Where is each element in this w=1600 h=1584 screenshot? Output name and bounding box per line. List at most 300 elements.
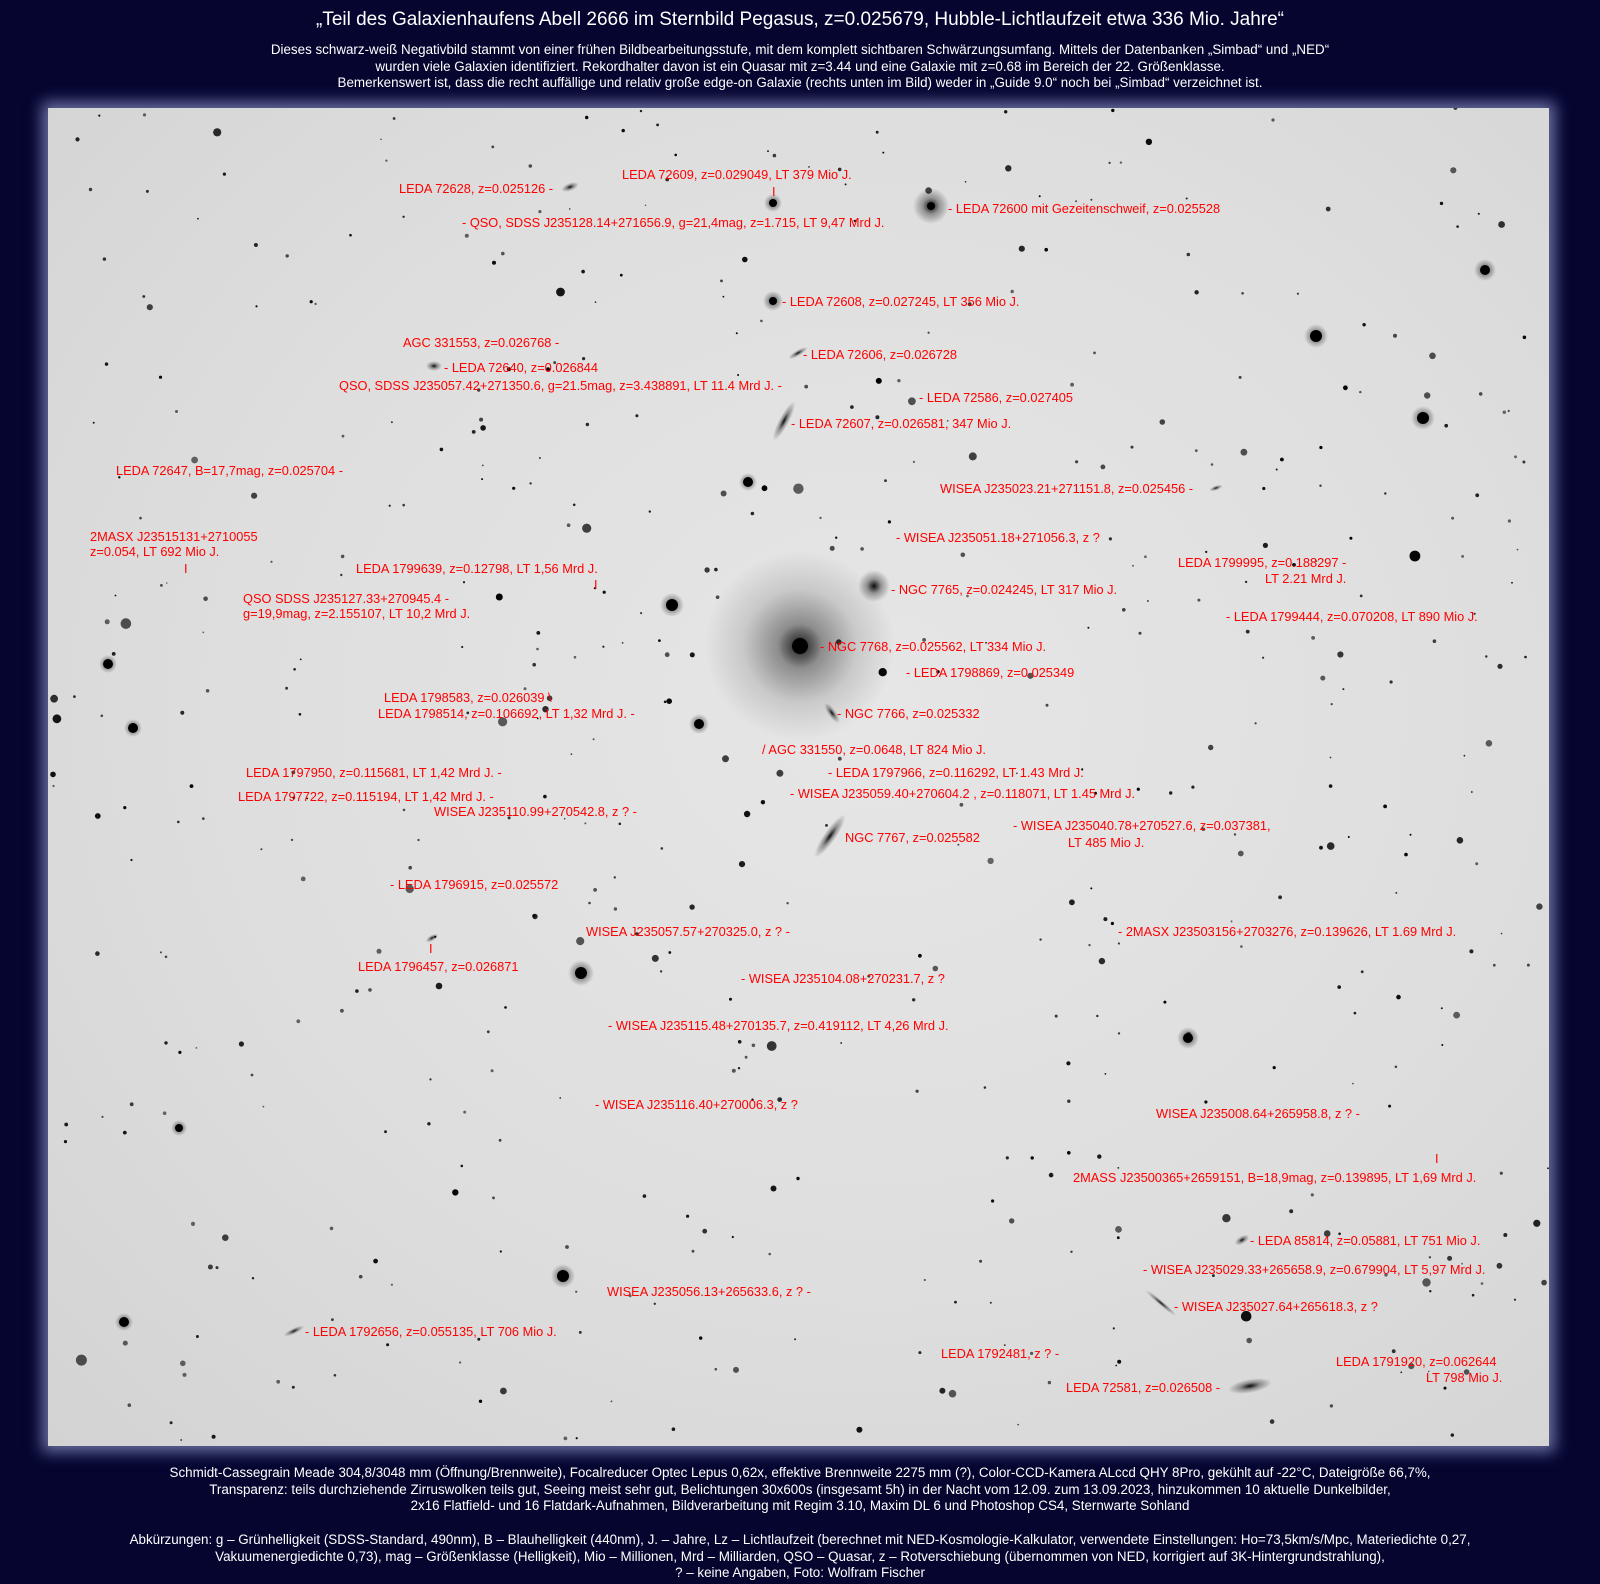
star <box>1359 391 1361 393</box>
star <box>1475 493 1479 497</box>
star <box>373 1259 378 1264</box>
star <box>180 711 184 715</box>
label-2masx-j2351-2: z=0.054, LT 692 Mio J. <box>90 544 220 559</box>
star <box>1410 551 1421 562</box>
star <box>368 988 372 992</box>
label-leda-72609: LEDA 72609, z=0.029049, LT 379 Mio J. <box>622 167 852 182</box>
star <box>310 300 313 303</box>
star <box>1342 688 1344 690</box>
star <box>704 567 709 572</box>
star <box>1469 949 1473 953</box>
star <box>1464 755 1466 757</box>
star <box>1046 704 1049 707</box>
star <box>1211 463 1214 466</box>
star <box>252 1277 254 1279</box>
star <box>819 517 821 519</box>
star <box>1276 469 1278 471</box>
star <box>1144 555 1147 558</box>
star <box>73 695 76 698</box>
star <box>180 1439 182 1441</box>
star <box>285 687 288 690</box>
star <box>391 1284 393 1286</box>
star <box>292 1386 295 1389</box>
label-wisea-j235115: - WISEA J235115.48+270135.7, z=0.419112, LT 4,26 Mrd J. <box>608 1018 949 1033</box>
star <box>463 581 465 583</box>
star <box>105 362 108 365</box>
star <box>1278 895 1282 899</box>
star <box>254 243 258 247</box>
star <box>501 252 505 256</box>
star <box>251 493 257 499</box>
star <box>1048 1381 1051 1384</box>
star <box>203 596 208 601</box>
star <box>1451 1433 1454 1436</box>
star <box>918 954 922 958</box>
star <box>196 1335 199 1338</box>
star <box>1422 1278 1430 1286</box>
star <box>794 1338 796 1340</box>
star <box>359 1275 363 1279</box>
star <box>459 1361 461 1363</box>
marker-leda-72609: I <box>772 184 776 199</box>
star <box>762 485 768 491</box>
star <box>692 1250 695 1253</box>
star <box>1508 519 1511 522</box>
star <box>1533 1220 1540 1227</box>
label-wisea-j235040-2: LT 485 Mio J. <box>1068 835 1145 850</box>
star <box>500 1388 507 1395</box>
star <box>751 512 755 516</box>
star <box>1044 248 1048 252</box>
star <box>1319 485 1321 487</box>
star <box>1117 1167 1119 1169</box>
star <box>164 1041 167 1044</box>
star <box>276 1380 280 1384</box>
star <box>939 1388 945 1394</box>
star <box>1500 1172 1503 1175</box>
star <box>384 1130 387 1133</box>
star <box>656 124 659 127</box>
star <box>487 1030 490 1033</box>
star <box>752 1044 756 1048</box>
star <box>472 430 476 434</box>
star <box>191 1222 195 1226</box>
star <box>776 770 783 777</box>
star <box>255 305 257 307</box>
star <box>1390 680 1393 683</box>
star <box>128 1403 132 1407</box>
star <box>1523 336 1527 340</box>
label-qso-j235128: - QSO, SDSS J235128.14+271656.9, g=21,4mag, z=1.715, LT 9,47 Mrd J. <box>462 215 885 230</box>
star <box>1349 537 1352 540</box>
star <box>1271 118 1274 121</box>
star <box>793 484 803 494</box>
star <box>1457 837 1464 844</box>
star <box>702 1229 707 1234</box>
star <box>340 1009 344 1013</box>
star <box>1169 791 1172 794</box>
star <box>101 1116 103 1118</box>
star <box>1444 424 1448 428</box>
star <box>461 1165 464 1168</box>
label-wisea-j235023: WISEA J235023.21+271151.8, z=0.025456 - <box>940 481 1194 496</box>
star <box>689 904 694 909</box>
label-leda-1791920-2: LT 798 Mio J. <box>1426 1370 1503 1385</box>
star <box>112 652 116 656</box>
label-leda-85814: - LEDA 85814, z=0.05881, LT 751 Mio J. <box>1250 1233 1481 1248</box>
star <box>1441 1007 1443 1009</box>
star <box>499 1139 502 1142</box>
star <box>1440 202 1443 205</box>
label-leda-1798869: - LEDA 1798869, z=0.025349 <box>906 665 1075 680</box>
star <box>721 491 727 497</box>
star <box>299 713 302 716</box>
star <box>860 547 864 551</box>
star <box>159 376 162 379</box>
star <box>1383 805 1387 809</box>
star <box>380 139 382 141</box>
star <box>95 813 101 819</box>
star <box>1497 664 1502 669</box>
star <box>1120 161 1122 163</box>
star <box>1101 465 1106 470</box>
star <box>1039 938 1041 940</box>
label-2mass-j23500365: 2MASS J23500365+2659151, B=18,9mag, z=0.139895, LT 1,69 Mrd J. <box>1073 1170 1477 1185</box>
star <box>76 1355 87 1366</box>
star <box>123 806 126 809</box>
star <box>180 1361 186 1367</box>
label-wisea-j235029: - WISEA J235029.33+265658.9, z=0.679904, LT 5,97 Mrd J. <box>1143 1262 1486 1277</box>
star <box>559 1097 561 1099</box>
star <box>888 520 891 523</box>
star <box>1004 110 1007 113</box>
star <box>202 632 204 634</box>
star <box>98 115 100 117</box>
star <box>1205 551 1207 553</box>
star <box>1536 903 1542 909</box>
star <box>1320 676 1325 681</box>
star <box>961 553 966 558</box>
star <box>571 753 573 755</box>
star <box>1246 630 1250 634</box>
star <box>89 188 92 191</box>
star <box>916 1090 919 1093</box>
page-title: „Teil des Galaxienhaufens Abell 2666 im Sternbild Pegasus, z=0.025679, Hubble-Lichtlaufzeit etwa 336 Mio. Jahre“ <box>316 9 1284 30</box>
star <box>565 1245 569 1249</box>
star <box>165 956 168 959</box>
star <box>461 646 463 648</box>
star <box>1118 1032 1120 1034</box>
star <box>1503 1233 1507 1237</box>
star <box>1297 293 1299 295</box>
label-qso-j235057: QSO, SDSS J235057.42+271350.6, g=21.5mag, z=3.438891, LT 11.4 Mrd J. - <box>339 378 782 393</box>
star <box>1393 334 1397 338</box>
star <box>1070 1251 1072 1253</box>
star <box>1031 1156 1034 1159</box>
star <box>408 866 412 870</box>
star <box>1337 985 1341 989</box>
star <box>674 154 677 157</box>
star <box>1069 899 1075 905</box>
star <box>666 698 672 704</box>
star <box>1097 1154 1101 1158</box>
star <box>177 821 180 824</box>
star <box>722 755 729 762</box>
star <box>581 270 585 274</box>
star <box>1503 411 1506 414</box>
star <box>690 652 695 657</box>
star <box>645 205 647 207</box>
star <box>1139 632 1142 635</box>
star <box>1447 1256 1452 1261</box>
label-leda-1792481: LEDA 1792481, z ? - <box>941 1346 1060 1361</box>
star <box>130 1102 134 1106</box>
star <box>52 785 54 787</box>
intro-text <box>0 42 1600 92</box>
star <box>1547 1167 1549 1169</box>
star <box>270 561 272 563</box>
marker-leda-1799639: I <box>594 577 598 592</box>
label-leda-72607: - LEDA 72607, z=0.026581, 347 Mio J. <box>791 416 1012 431</box>
star <box>377 949 382 954</box>
star <box>661 847 664 850</box>
star <box>611 1401 613 1403</box>
star <box>732 1069 736 1073</box>
star <box>897 379 900 382</box>
star <box>1246 1338 1252 1344</box>
star <box>1122 608 1126 612</box>
leda72581-galaxy <box>1227 1375 1273 1396</box>
label-wisea-j235057: WISEA J235057.57+270325.0, z ? - <box>586 924 790 939</box>
star <box>738 1067 740 1069</box>
star <box>1311 1193 1314 1196</box>
star <box>1132 565 1134 567</box>
star <box>1011 290 1014 293</box>
star <box>1514 1299 1516 1301</box>
star <box>1410 834 1412 836</box>
star <box>1191 786 1194 789</box>
label-wisea-j235051: - WISEA J235051.18+271056.3, z ? <box>896 530 1100 545</box>
star <box>771 1186 777 1192</box>
star <box>1118 942 1120 944</box>
label-wisea-j235104: - WISEA J235104.08+270231.7, z ? <box>741 971 945 986</box>
star <box>1234 833 1236 835</box>
label-leda-1796457: LEDA 1796457, z=0.026871 <box>358 959 519 974</box>
star <box>856 1427 862 1433</box>
label-leda-1798583: LEDA 1798583, z=0.026039 \ <box>384 690 552 705</box>
star <box>928 332 930 334</box>
star <box>543 795 547 799</box>
star <box>668 951 671 954</box>
star <box>654 1303 656 1305</box>
star <box>386 1343 389 1346</box>
star <box>529 482 531 484</box>
star <box>1111 109 1114 112</box>
star <box>1497 1263 1503 1269</box>
star <box>393 117 396 120</box>
star <box>588 902 591 905</box>
star <box>1429 353 1436 360</box>
star <box>481 478 483 480</box>
label-leda-1797950: LEDA 1797950, z=0.115681, LT 1,42 Mrd J. - <box>246 765 502 780</box>
star <box>1137 788 1140 791</box>
star <box>840 1042 842 1044</box>
star <box>1514 455 1517 458</box>
star <box>732 1236 734 1238</box>
star <box>50 695 58 703</box>
star <box>652 955 659 962</box>
star <box>984 1086 987 1089</box>
star <box>1486 740 1493 747</box>
label-leda-1797966: - LEDA 1797966, z=0.116292, LT 1.43 Mrd J. <box>828 765 1084 780</box>
star <box>835 537 837 539</box>
marker-leda-1796457: I <box>429 941 433 956</box>
star <box>1067 1151 1071 1155</box>
star <box>1453 1012 1460 1019</box>
star <box>1433 639 1437 643</box>
star <box>664 701 667 704</box>
star <box>1319 446 1322 449</box>
star <box>538 210 541 213</box>
star <box>93 422 95 424</box>
star <box>391 421 393 423</box>
star <box>1352 1083 1354 1085</box>
star <box>479 418 483 422</box>
star <box>619 823 622 826</box>
star <box>1117 1236 1120 1239</box>
star <box>142 295 145 298</box>
star <box>480 425 486 431</box>
star <box>349 234 352 237</box>
star <box>804 385 808 389</box>
marker-2mass-j23500365: I <box>1435 1151 1439 1166</box>
label-leda-1796915: - LEDA 1796915, z=0.025572 <box>390 877 559 892</box>
star <box>202 817 205 820</box>
star <box>1475 862 1478 865</box>
star <box>1319 846 1323 850</box>
star <box>300 659 302 661</box>
star <box>622 129 625 132</box>
star <box>436 983 443 990</box>
star <box>532 914 537 919</box>
star <box>163 1111 167 1115</box>
star <box>1017 1424 1019 1426</box>
star <box>115 595 117 597</box>
label-wisea-j235027: - WISEA J235027.64+265618.3, z ? <box>1174 1299 1378 1314</box>
star <box>123 1341 128 1346</box>
label-qso-j235127-2: g=19,9mag, z=2.155107, LT 10,2 Mrd J. <box>243 606 471 621</box>
star <box>512 487 515 490</box>
star <box>1461 555 1464 558</box>
label-leda-1799995-2: LT 2.21 Mrd J. <box>1265 571 1347 586</box>
label-leda-1797722: LEDA 1797722, z=0.115194, LT 1,42 Mrd J. - <box>238 789 494 804</box>
star <box>1527 964 1530 967</box>
star <box>1479 392 1483 396</box>
star <box>760 320 763 323</box>
footer-line: 2x16 Flatfield- und 16 Flatdark-Aufnahmen, Bildverarbeitung mit Regim 3.10, Maxim DL 6 und Photoshop CS4, Sternwarte Sohland <box>410 1498 1190 1513</box>
star <box>1471 791 1473 793</box>
star <box>146 190 149 193</box>
star <box>139 517 142 520</box>
star <box>1066 1061 1070 1065</box>
edge-on-galaxy <box>1144 1288 1178 1318</box>
label-ngc-7765: - NGC 7765, z=0.024245, LT 317 Mio J. <box>891 582 1118 597</box>
star <box>556 288 565 297</box>
star <box>491 1069 494 1072</box>
star <box>1262 487 1265 490</box>
star <box>1388 1105 1391 1108</box>
star <box>1329 784 1333 788</box>
star <box>918 1351 921 1354</box>
star <box>213 128 221 136</box>
star <box>385 160 387 162</box>
star <box>1472 1294 1475 1297</box>
star <box>1006 1156 1009 1159</box>
star <box>331 1318 334 1321</box>
equipment-notes <box>0 1465 1600 1515</box>
star <box>830 546 835 551</box>
star <box>1522 461 1525 464</box>
star <box>1255 722 1257 724</box>
star <box>64 1140 67 1143</box>
star <box>1197 599 1200 602</box>
star <box>1392 1349 1396 1353</box>
star <box>175 410 178 413</box>
star <box>212 1435 216 1439</box>
star <box>845 183 847 185</box>
star <box>1429 1256 1431 1258</box>
star <box>208 1265 213 1270</box>
star <box>567 523 571 527</box>
star <box>1245 581 1247 583</box>
star <box>1115 1226 1122 1233</box>
star <box>330 1227 334 1231</box>
star <box>1396 995 1401 1000</box>
star <box>170 1421 173 1424</box>
star <box>389 505 391 507</box>
star <box>160 584 163 587</box>
star <box>286 254 289 257</box>
star <box>1481 1282 1484 1285</box>
star <box>582 524 591 533</box>
star <box>786 902 788 904</box>
star <box>123 1131 127 1135</box>
star <box>222 1234 229 1241</box>
star <box>1103 917 1107 921</box>
star <box>402 216 404 218</box>
star <box>1395 892 1397 894</box>
star <box>1450 167 1456 173</box>
star <box>496 594 503 601</box>
star <box>620 274 623 277</box>
star <box>197 218 199 220</box>
star <box>575 1291 577 1293</box>
star <box>1441 1044 1443 1046</box>
star <box>584 822 586 824</box>
star <box>342 435 345 438</box>
star <box>1160 419 1166 425</box>
star <box>744 811 750 817</box>
star <box>95 951 100 956</box>
star <box>1005 165 1011 171</box>
star <box>1049 1173 1054 1178</box>
star <box>665 652 670 657</box>
star <box>105 619 110 624</box>
star <box>1093 352 1096 355</box>
label-wisea-j235116: - WISEA J235116.40+270006.3, z ? <box>595 1097 798 1112</box>
star <box>1498 221 1505 228</box>
star <box>504 1006 507 1009</box>
